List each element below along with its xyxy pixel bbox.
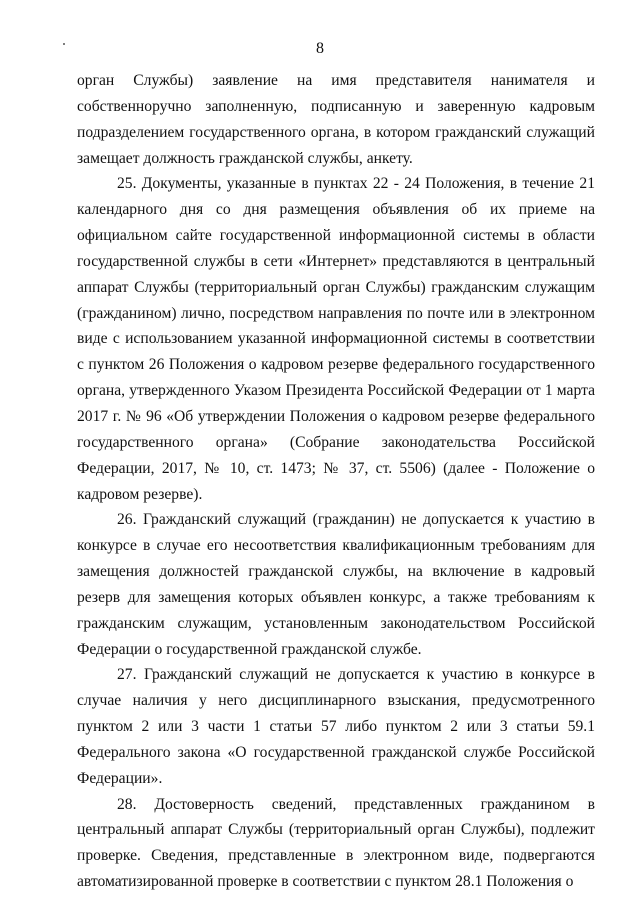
paragraph-28: 28. Достоверность сведений, представленных гражданином в центральный аппарат Службы (территориальный орган Службы), подлежит проверке. Сведения, представленные в электронном виде, подвергаются автоматизированной проверке в соответствии с пунктом 28.1 Положения о	[77, 795, 595, 891]
page-number: 8	[316, 40, 324, 57]
document-body	[77, 68, 595, 895]
paragraph-27: 27. Гражданский служащий не допускается к участию в конкурсе в случае наличия у него дисциплинарного взыскания, предусмотренного пунктом 2 или 3 части 1 статьи 57 либо пунктом 2 или 3 статьи 59.1 Федерального закона «О государственной гражданской службе Российской Федерации».	[77, 666, 595, 787]
paragraph-continuation: орган Службы) заявление на имя представителя нанимателя и собственноручно заполненную, подписанную и заверенную кадровым подразделением государственного органа, в котором гражданский служащий замещает должность гражданской службы, анкету.	[77, 72, 595, 167]
paragraph-26: 26. Гражданский служащий (гражданин) не допускается к участию в конкурсе в случае его несоответствия квалификационным требованиям для замещения должностей гражданской службы, на включение в кадровый резерв для замещения которых объявлен конкурс, а также требованиям к гражданским служащим, установленным законодательством Российской Федерации о государственной гражданской службе.	[77, 511, 595, 658]
paragraph-25: 25. Документы, указанные в пунктах 22 - 24 Положения, в течение 21 календарного дня со дня размещения объявления об их приеме на официальном сайте государственной информационной системы в области государственной службы в сети «Интернет» представляются в центральный аппарат Службы (территориальный орган Службы) гражданским служащим (гражданином) лично, посредством направления по почте или в электронном виде с использованием указанной информационной системы в соответствии с пунктом 26 Положения о кадровом резерве федерального государственного органа, утвержденного Указом Президента Российской Федерации от 1 марта 2017 г. № 96 «Об утверждении Положения о кадровом резерве федерального государственного органа» (Собрание законодательства Российской Федерации, 2017, № 10, ст. 1473; № 37, ст. 5506) (далее - Положение о кадровом резерве).	[77, 175, 595, 503]
